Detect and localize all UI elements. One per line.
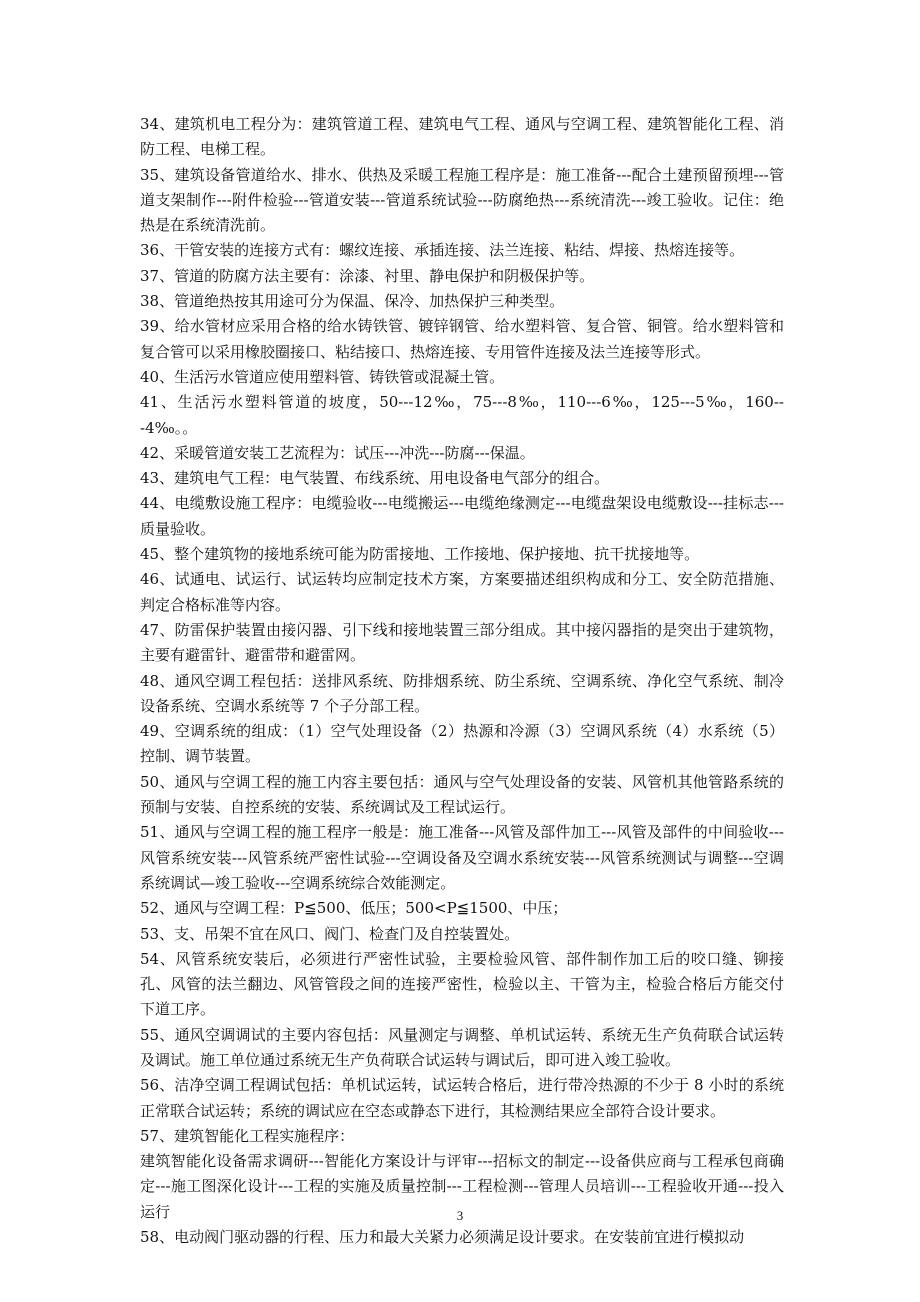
paragraph: 40、生活污水管道应使用塑料管、铸铁管或混凝土管。 bbox=[140, 367, 505, 386]
paragraph: 51、通风与空调工程的施工程序一般是：施工准备---风管及部件加工---风管及部件的中间验收---风管系统安装---风管系统严密性试验---空调设备及空调水系统安装---风管系统测试与调整---空调系统调试—竣工验收---空调系统综合效能测定。 bbox=[140, 823, 784, 892]
paragraph: 42、采暖管道安装工艺流程为：试压---冲洗---防腐---保温。 bbox=[140, 443, 535, 462]
paragraph: 46、试通电、试运行、试运转均应制定技术方案，方案要描述组织构成和分工、安全防范措施、判定合格标准等内容。 bbox=[140, 570, 784, 614]
paragraph: 48、通风空调工程包括：送排风系统、防排烟系统、防尘系统、空调系统、净化空气系统、制冷设备系统、空调水系统等 7 个子分部工程。 bbox=[140, 671, 784, 715]
paragraph: 54、风管系统安装后，必须进行严密性试验，主要检验风管、部件制作加工后的咬口缝、铆接孔、风管的法兰翻边、风管管段之间的连接严密性，检验以主、干管为主，检验合格后方能交付下道工序。 bbox=[140, 949, 784, 1019]
body-text bbox=[140, 112, 784, 1250]
paragraph: 58、电动阀门驱动器的行程、压力和最大关紧力必须满足设计要求。在安装前宜进行模拟动 bbox=[140, 1228, 745, 1247]
paragraph: 39、给水管材应采用合格的给水铸铁管、镀锌钢管、给水塑料管、复合管、铜管。给水塑料管和复合管可以采用橡胶圈接口、粘结接口、热熔连接、专用管件连接及法兰连接等形式。 bbox=[140, 317, 784, 361]
paragraph: 49、空调系统的组成：（1）空气处理设备（2）热源和冷源（3）空调风系统（4）水系统（5）控制、调节装置。 bbox=[140, 722, 784, 766]
page-number: 3 bbox=[456, 1208, 464, 1223]
paragraph: 56、洁净空调工程调试包括：单机试运转，试运转合格后，进行带冷热源的不少于 8 小时的系统正常联合试运转；系统的调试应在空态或静态下进行，其检测结果应全部符合设计要求。 bbox=[140, 1076, 784, 1120]
paragraph: 34、建筑机电工程分为：建筑管道工程、建筑电气工程、通风与空调工程、建筑智能化工程、消防工程、电梯工程。 bbox=[140, 115, 784, 159]
paragraph: 38、管道绝热按其用途可分为保温、保冷、加热保护三种类型。 bbox=[140, 292, 565, 311]
paragraph: 35、建筑设备管道给水、排水、供热及采暖工程施工程序是：施工准备---配合土建预留预埋---管道支架制作---附件检验---管道安装---管道系统试验---防腐绝热---系统清洗---竣工验收。记住：绝热是在系统清洗前。 bbox=[140, 165, 784, 235]
paragraph: 47、防雷保护装置由接闪器、引下线和接地装置三部分组成。其中接闪器指的是突出于建筑物，主要有避雷针、避雷带和避雷网。 bbox=[140, 620, 784, 665]
paragraph: 43、建筑电气工程：电气装置、布线系统、用电设备电气部分的组合。 bbox=[140, 469, 610, 488]
paragraph: 36、干管安装的连接方式有：螺纹连接、承插连接、法兰连接、粘结、焊接、热熔连接等。 bbox=[140, 241, 745, 260]
paragraph: 41、生活污水塑料管道的坡度，50---12‰，75---8‰，110---6‰，125---5‰，160---4‰。。 bbox=[140, 393, 784, 437]
paragraph: 建筑智能化设备需求调研---智能化方案设计与评审---招标文的制定---设备供应商与工程承包商确定---施工图深化设计---工程的实施及质量控制---工程检测---管理人员培训---工程验收开通---投入运行 bbox=[140, 1152, 784, 1221]
paragraph: 45、整个建筑物的接地系统可能为防雷接地、工作接地、保护接地、抗干扰接地等。 bbox=[140, 545, 700, 564]
paragraph: 50、通风与空调工程的施工内容主要包括：通风与空气处理设备的安装、风管机其他管路系统的预制与安装、自控系统的安装、系统调试及工程试运行。 bbox=[140, 772, 784, 817]
paragraph: 44、电缆敷设施工程序：电缆验收---电缆搬运---电缆绝缘测定---电缆盘架设电缆敷设---挂标志---质量验收。 bbox=[140, 494, 784, 538]
paragraph: 52、通风与空调工程：P≦500、低压；500<P≦1500、中压； bbox=[140, 899, 568, 918]
paragraph: 55、通风空调调试的主要内容包括：风量测定与调整、单机试运转、系统无生产负荷联合试运转及调试。施工单位通过系统无生产负荷联合试运转与调试后，即可进入竣工验收。 bbox=[140, 1025, 784, 1069]
paragraph: 57、建筑智能化工程实施程序： bbox=[140, 1126, 355, 1145]
paragraph: 37、管道的防腐方法主要有：涂漆、衬里、静电保护和阴极保护等。 bbox=[140, 266, 595, 285]
paragraph: 53、支、吊架不宜在风口、阀门、检查门及自控装置处。 bbox=[140, 924, 520, 943]
